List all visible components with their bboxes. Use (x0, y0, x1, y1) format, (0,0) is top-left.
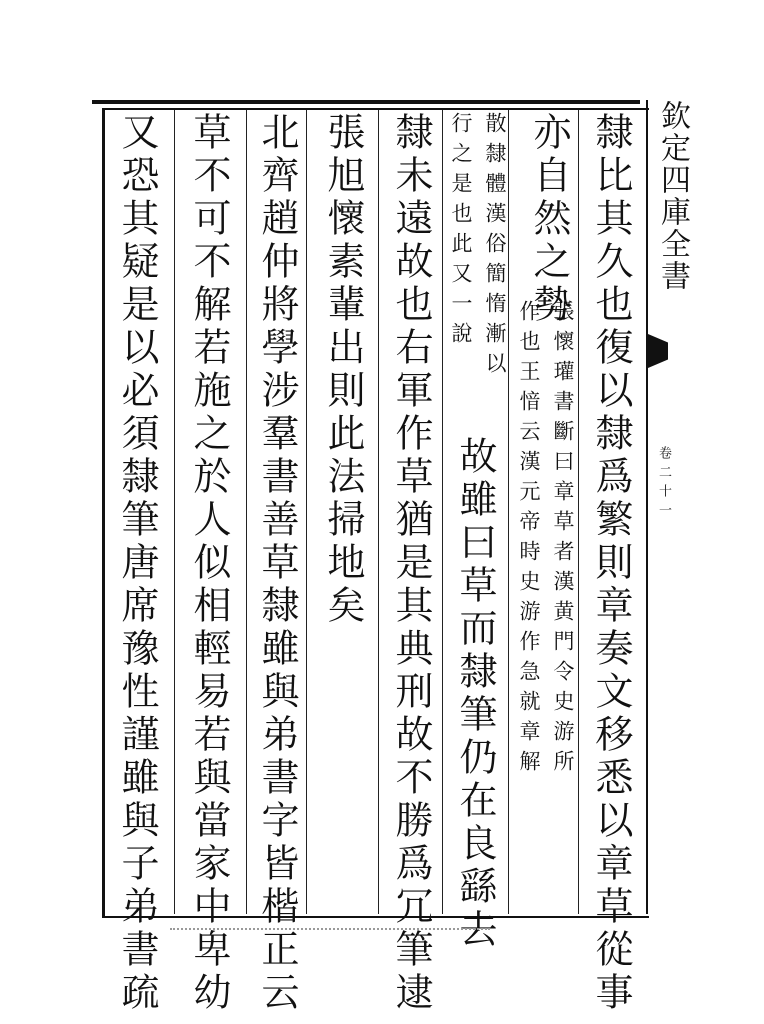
column-rule (442, 110, 443, 914)
column-rule (508, 110, 509, 914)
text-column-9: 草不可不解若施之於人似相輕易若與當家中卑幼 (187, 112, 231, 1015)
column-rule (306, 110, 307, 914)
top-border-rule (92, 100, 640, 104)
column-rule (246, 110, 247, 914)
edge-juan-number: 卷二十一 (656, 446, 671, 522)
fish-tail-mark-icon (648, 334, 668, 368)
text-column-10: 又恐其疑是以必須隸筆唐席豫性謹雖與子弟書疏 (115, 112, 159, 1015)
text-column-2: 亦自然之勢 (527, 112, 571, 327)
text-column-7: 張旭懷素輩出則此法掃地矣 (321, 112, 365, 628)
scan-specks (170, 928, 490, 936)
column-rule (174, 110, 175, 914)
note-column-4: 散隸體漢俗簡惰漸以 (483, 112, 507, 382)
text-column-4: 故雖曰草而隸筆仍在良繇去 (453, 436, 497, 952)
text-column-1: 隸比其久也復以隸爲繁則章奏文移悉以章草從事 (589, 112, 633, 1015)
frame-right-border (646, 100, 648, 914)
note-column-3: 作也王愔云漢元帝時史游作急就章解 (517, 300, 541, 780)
text-column-6: 隸未遠故也右軍作草猶是其典刑故不勝爲冗筆逮 (389, 112, 433, 1015)
note-column-2: 張懷瓘書斷曰章草者漢黄門令史游所 (551, 300, 575, 780)
edge-title: 欽定四庫全書 (655, 100, 690, 292)
column-rule (578, 110, 579, 914)
note-column-5: 行之是也此又一說 (449, 112, 473, 352)
column-rule (378, 110, 379, 914)
text-column-8: 北齊趙仲將學涉羣書善草隸雖與弟書字皆楷正云 (255, 112, 299, 1015)
